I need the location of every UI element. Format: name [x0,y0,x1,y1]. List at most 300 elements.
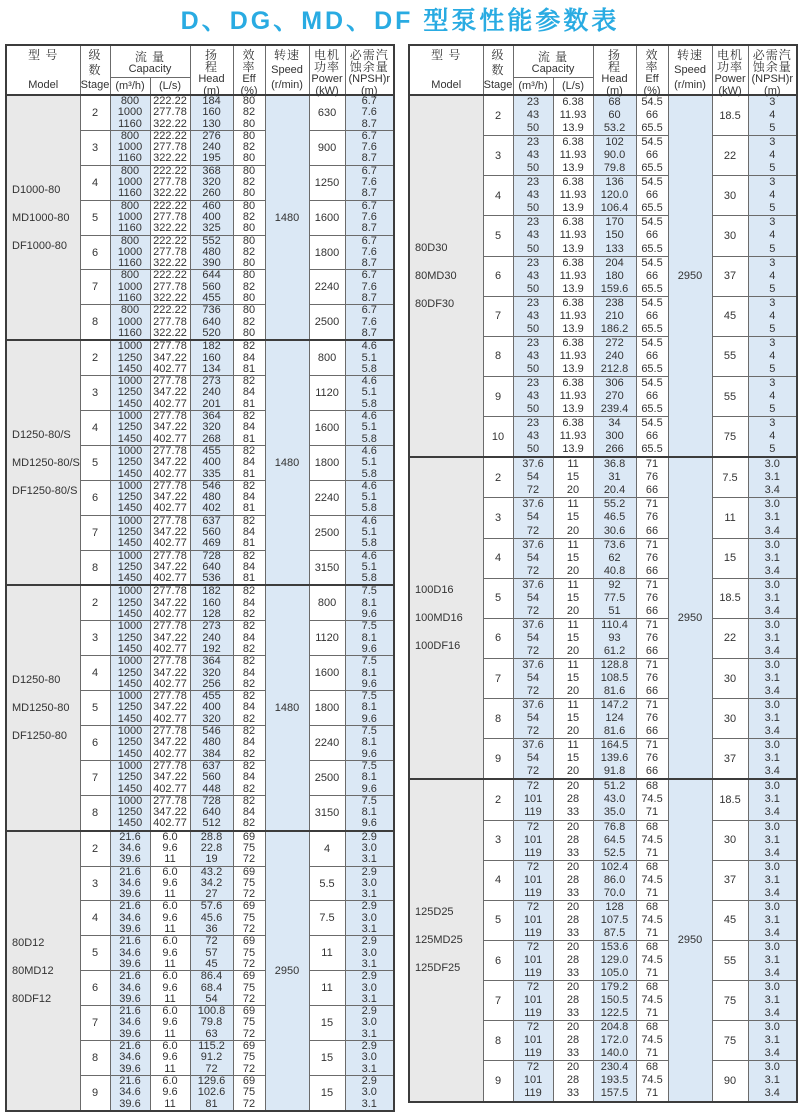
header-line: 级 [491,48,505,62]
eff-cell-value: 82 [242,375,256,388]
eff-cell-value: 80 [242,222,256,235]
npsh-cell-value: 4 [769,189,776,202]
capacity-ls-cell [553,1021,593,1061]
capacity-ls-cell-value: 11 [164,923,176,936]
col-header-eff [233,45,265,95]
capacity-m3h-cell [110,621,150,656]
capacity-ls-cell-value: 33 [566,806,580,819]
npsh-cell [748,860,797,900]
capacity-m3h-cell-value: 37.6 [522,538,544,551]
npsh-cell-value: 3 [769,336,776,349]
capacity-ls-cell-value: 277.78 [153,106,187,119]
power-cell: 7.5 [309,901,345,936]
model-name: 80MD30 [415,270,457,283]
eff-cell [233,130,265,165]
capacity-ls-cell-value: 347.22 [153,666,187,679]
capacity-ls-cell-value: 28 [566,994,580,1007]
eff-cell-value: 66 [645,349,659,362]
eff-cell [233,445,265,480]
capacity-ls-cell-value: 402.77 [153,608,187,621]
capacity-ls-cell-value: 28 [566,954,580,966]
header-line: Eff [645,73,659,85]
head-cell-value: 728 [202,794,221,807]
head-cell [593,578,636,618]
eff-cell-value: 65.5 [641,122,663,135]
capacity-m3h-cell-value: 37.6 [522,578,544,591]
capacity-ls-cell-value: 11 [164,957,176,970]
capacity-ls-cell-value: 20 [566,564,580,577]
eff-cell [233,411,265,446]
capacity-m3h-cell [513,216,553,256]
eff-cell-value: 82 [242,782,256,795]
power-cell: 18.5 [712,95,748,136]
capacity-ls-cell-value: 402.77 [153,817,187,830]
npsh-cell-value: 3 [769,136,776,149]
eff-cell [636,820,668,860]
capacity-m3h-cell-value: 43 [526,189,540,202]
capacity-m3h-cell-value: 21.6 [119,830,141,843]
eff-cell-value: 66 [645,564,659,577]
power-cell: 55 [712,376,748,416]
capacity-m3h-cell [513,618,553,658]
power-cell: 11 [309,971,345,1006]
npsh-cell-value: 3 [769,256,776,269]
capacity-m3h-cell-value: 119 [524,1007,542,1020]
npsh-cell [345,656,394,691]
power-cell: 1600 [309,200,345,235]
stage-cell: 6 [483,256,513,296]
npsh-cell [345,130,394,165]
head-cell-value: 134 [202,362,221,375]
head-cell-value: 139.6 [600,752,629,765]
capacity-ls-cell-value: 20 [566,981,580,994]
power-cell: 4 [309,831,345,866]
capacity-ls-cell-value: 28 [566,1074,580,1087]
npsh-cell-value: 2.9 [361,830,377,843]
eff-cell-value: 82 [242,620,256,633]
model-name: MD1250-80 [12,702,70,715]
npsh-cell-value: 3.1 [764,591,780,604]
head-cell-value: 86.4 [200,970,223,983]
capacity-ls-cell-value: 277.78 [153,410,187,423]
power-cell: 2240 [309,480,345,515]
head-cell-value: 455 [202,292,221,305]
npsh-cell-value: 2.9 [361,1040,377,1053]
eff-cell-value: 75 [242,946,256,959]
stage-cell: 8 [80,795,110,830]
capacity-m3h-cell-value: 119 [524,1047,542,1060]
npsh-cell-value: 2.9 [361,865,377,878]
head-cell-value: 106.4 [600,202,629,215]
capacity-ls-cell-value: 11.93 [559,309,587,322]
capacity-m3h-cell-value: 1000 [117,410,143,423]
capacity-m3h-cell-value: 1000 [117,690,143,703]
eff-cell-value: 80 [242,95,256,107]
model-name: DF1250-80 [12,730,68,743]
table-header [6,45,394,95]
npsh-cell-value: 3.1 [764,672,780,685]
capacity-m3h-cell-value: 72 [526,484,540,497]
stage-cell: 10 [483,417,513,458]
header-line: Head [601,73,628,85]
capacity-ls-cell-value: 222.22 [153,199,187,212]
head-cell [593,618,636,658]
head-cell-value: 320 [202,176,221,189]
head-cell [190,445,233,480]
capacity-m3h-cell-value: 72 [526,820,540,833]
model-block [409,95,797,457]
head-cell-value: 68 [608,96,621,108]
capacity-ls-cell [150,270,190,305]
capacity-m3h-cell [110,270,150,305]
capacity-m3h-cell-value: 50 [526,202,540,215]
model-block [409,779,797,1101]
capacity-ls-cell-value: 347.22 [153,421,187,434]
capacity-ls-cell [150,866,190,901]
stage-cell: 5 [80,936,110,971]
capacity-ls-cell-value: 9.6 [162,1086,178,1099]
capacity-m3h-cell-value: 21.6 [119,900,141,913]
eff-cell-value: 84 [242,456,256,469]
eff-cell-value: 82 [242,690,256,703]
capacity-ls-cell-value: 347.22 [153,806,187,819]
capacity-m3h-cell-value: 1000 [117,514,143,527]
header-lines [234,46,265,97]
eff-cell [233,691,265,726]
header-line: (m) [361,85,378,97]
eff-cell-value: 66 [645,229,659,242]
head-cell-value: 55.2 [603,498,626,511]
head-cell [190,270,233,305]
head-cell-value: 239.4 [600,403,629,416]
head-cell-value: 81 [205,1097,218,1110]
npsh-cell-value: 3 [769,96,776,108]
eff-cell-value: 71 [645,699,659,712]
head-cell [190,831,233,866]
capacity-ls-cell-value: 15 [566,631,580,644]
capacity-ls-cell [553,900,593,940]
col-header-model [6,45,80,95]
head-cell-value: 270 [605,390,624,403]
npsh-cell-value: 3.4 [764,846,780,859]
head-cell-value: 81.6 [603,685,626,698]
capacity-ls-cell-value: 15 [566,672,580,685]
npsh-cell-value: 3.1 [764,793,780,806]
head-cell [593,658,636,698]
head-cell-value: 272 [605,336,624,349]
eff-cell-value: 74.5 [641,793,663,806]
npsh-cell-value: 5.1 [361,525,377,538]
eff-cell-value: 66 [645,685,659,698]
eff-cell-value: 81 [242,467,256,480]
eff-cell-value: 84 [242,421,256,434]
head-cell-value: 28.8 [200,830,223,843]
power-cell: 45 [712,900,748,940]
head-cell [190,411,233,446]
eff-cell-value: 71 [645,926,659,939]
npsh-cell-value: 5 [769,162,776,175]
capacity-ls-cell-value: 277.78 [153,759,187,772]
header-lines [713,46,748,97]
npsh-cell-value: 4.6 [361,549,377,562]
npsh-cell-value: 8.1 [361,771,377,784]
eff-cell-value: 68 [645,820,659,833]
eff-cell-value: 71 [645,538,659,551]
capacity-m3h-cell-value: 54 [526,551,540,564]
capacity-ls-cell-value: 402.77 [153,432,187,445]
npsh-cell-value: 3.1 [764,913,780,926]
npsh-cell-value: 3.1 [764,471,780,484]
head-cell-value: 34 [608,417,621,430]
head-cell-value: 31 [608,471,621,484]
head-cell-value: 19 [205,853,218,866]
eff-cell-value: 84 [242,631,256,644]
eff-cell-value: 82 [242,479,256,492]
eff-cell-value: 76 [645,471,659,484]
capacity-m3h-cell [110,760,150,795]
npsh-cell-value: 7.5 [361,690,377,703]
capacity-ls-cell-value: 322.22 [153,257,187,270]
head-cell-value: 34.2 [200,876,223,889]
capacity-m3h-cell-value: 72 [526,860,540,873]
capacity-m3h-cell-value: 1160 [118,257,142,270]
capacity-ls-cell-value: 6.38 [562,176,584,189]
npsh-cell [748,981,797,1021]
header-line: Power [714,73,746,85]
capacity-m3h-cell [110,200,150,235]
npsh-cell-value: 2.9 [361,1074,377,1087]
head-cell [190,1006,233,1041]
capacity-ls-cell-value: 20 [566,940,580,953]
capacity-m3h-cell-value: 1250 [117,806,143,819]
npsh-cell-value: 3.0 [764,820,780,833]
npsh-cell [748,176,797,216]
npsh-cell-value: 5.8 [361,432,377,445]
npsh-cell-value: 5.1 [361,491,377,504]
capacity-m3h-cell [513,940,553,980]
model-cell [409,779,483,1101]
capacity-ls-cell [150,621,190,656]
capacity-m3h-cell-value: 72 [526,725,540,738]
eff-cell-value: 68 [645,860,659,873]
head-cell-value: 728 [202,549,221,562]
npsh-cell [748,1061,797,1102]
eff-cell [233,270,265,305]
power-cell: 11 [309,936,345,971]
eff-cell [233,515,265,550]
header-line: 蚀余量 [349,60,389,74]
capacity-m3h-cell-value: 1450 [117,677,143,690]
capacity-m3h-cell-value: 1160 [118,152,142,165]
npsh-cell-value: 3.1 [361,1027,377,1040]
head-cell [190,691,233,726]
capacity-ls-cell-value: 277.78 [153,655,187,668]
npsh-cell-value: 3.4 [764,685,780,698]
power-cell: 55 [712,336,748,376]
head-cell [593,376,636,416]
speed-cell: 2950 [668,457,712,779]
eff-cell-value: 68 [645,1021,659,1034]
npsh-cell-value: 5 [769,322,776,335]
head-cell-value: 164.5 [600,739,629,752]
npsh-cell-value: 3.0 [764,658,780,671]
capacity-m3h-cell-value: 37.6 [522,618,544,631]
capacity-ls-cell-value: 6.38 [562,96,584,108]
npsh-cell-value: 7.6 [361,106,377,119]
eff-cell-value: 82 [242,410,256,423]
eff-cell-value: 82 [242,141,256,154]
head-cell-value: 160 [202,106,221,119]
stage-cell: 5 [80,445,110,480]
head-cell [593,981,636,1021]
eff-cell-value: 80 [242,152,256,165]
npsh-cell [345,376,394,411]
npsh-cell-value: 3.0 [361,946,377,959]
npsh-cell-value: 3.1 [361,957,377,970]
header-line: 数 [88,63,102,77]
eff-cell-value: 76 [645,591,659,604]
npsh-cell-value: 7.6 [361,280,377,293]
eff-cell-value: 80 [242,129,256,142]
capacity-m3h-cell-value: 101 [523,1034,543,1047]
eff-cell-value: 66 [645,604,659,617]
header-line: (%) [643,85,661,97]
eff-cell-value: 81 [242,537,256,550]
head-cell [593,820,636,860]
stage-row [409,779,797,820]
capacity-ls-cell-value: 11 [567,699,579,712]
eff-cell-value: 82 [242,280,256,293]
npsh-cell-value: 3.0 [764,1061,780,1074]
head-cell [190,936,233,971]
capacity-ls-cell-value: 6.38 [562,296,584,309]
header-line: (r/min) [674,79,706,91]
head-cell-value: 256 [202,677,221,690]
capacity-ls-cell-value: 277.78 [153,549,187,562]
model-cell [6,340,80,585]
capacity-ls-cell [553,216,593,256]
header-line: Capacity [531,62,575,75]
stage-cell: 9 [483,376,513,416]
capacity-m3h-cell [110,480,150,515]
npsh-cell-value: 5.1 [361,386,377,399]
header-line: Speed [674,64,706,76]
head-cell-value: 91.8 [603,765,626,778]
header-line: 数 [491,63,505,77]
npsh-cell-value: 3.0 [361,911,377,924]
npsh-cell-value: 7.5 [361,655,377,668]
capacity-ls-cell-value: 9.6 [162,911,178,924]
stage-row [6,585,394,620]
capacity-m3h-cell-value: 54 [526,672,540,685]
head-cell [190,795,233,830]
header-lines [749,46,797,97]
header-line: 电机 [717,48,744,62]
eff-cell-value: 66 [645,430,659,443]
model-name: 80D30 [415,242,448,255]
capacity-m3h-cell-value: 37.6 [522,699,544,712]
npsh-cell-value: 9.6 [361,747,377,760]
npsh-cell-value: 3.0 [361,1016,377,1029]
npsh-cell-value: 9.6 [361,608,377,621]
head-cell-value: 159.6 [600,282,629,295]
capacity-m3h-cell-value: 1000 [117,280,143,293]
capacity-ls-cell-value: 9.6 [162,946,178,959]
npsh-cell [345,1006,394,1041]
model-name: 125MD25 [415,934,463,947]
head-cell-value: 68.4 [200,981,223,994]
col-header-speed [668,45,712,95]
capacity-m3h-cell [513,176,553,216]
capacity-ls-cell-value: 347.22 [153,386,187,399]
stage-cell: 5 [80,691,110,726]
capacity-m3h-cell-value: 39.6 [119,1062,141,1075]
capacity-m3h-cell [513,900,553,940]
capacity-m3h-cell-value: 34.6 [119,911,141,924]
capacity-ls-cell-value: 9.6 [162,1016,178,1029]
eff-cell-value: 81 [242,432,256,445]
stage-cell: 4 [483,538,513,578]
head-cell-value: 20.4 [603,484,626,497]
capacity-ls-cell-value: 20 [566,765,580,778]
capacity-m3h-cell-value: 119 [524,886,542,899]
head-cell-value: 160 [202,596,221,609]
eff-cell-value: 66 [645,189,659,202]
eff-cell [636,981,668,1021]
npsh-cell [345,691,394,726]
capacity-m3h-cell [513,860,553,900]
stage-cell: 8 [483,699,513,739]
capacity-m3h-cell-value: 1450 [117,712,143,725]
head-cell-value: 76.8 [603,820,626,833]
capacity-ls-cell-value: 33 [566,1087,580,1100]
header-lines [514,49,593,75]
capacity-ls-cell [553,820,593,860]
header-lines [81,46,110,94]
eff-cell-value: 82 [242,245,256,258]
capacity-m3h-cell-value: 1250 [117,351,143,364]
capacity-ls-cell-value: 11 [164,1097,176,1110]
capacity-m3h-cell [110,376,150,411]
npsh-cell [345,760,394,795]
capacity-ls-cell-value: 11 [164,1062,176,1075]
col-header-model [409,45,483,95]
npsh-cell [748,779,797,820]
capacity-ls-cell-value: 20 [566,820,580,833]
capacity-ls-cell [553,578,593,618]
npsh-cell [748,658,797,698]
eff-cell [636,457,668,498]
capacity-m3h-cell-value: 72 [526,981,540,994]
eff-cell-value: 65.5 [641,242,663,255]
head-cell-value: 30.6 [603,524,626,537]
capacity-m3h-cell-value: 1000 [117,210,143,223]
capacity-ls-cell [150,795,190,830]
header-line: 必需汽 [752,48,792,62]
head-cell [190,200,233,235]
power-cell: 1120 [309,621,345,656]
capacity-m3h-cell [110,95,150,130]
head-cell-value: 240 [202,631,221,644]
capacity-ls-cell-value: 402.77 [153,712,187,725]
capacity-ls-cell-value: 33 [566,886,580,899]
npsh-cell-value: 8.7 [361,187,377,200]
capacity-m3h-cell [513,779,553,820]
eff-cell-value: 66 [645,765,659,778]
capacity-ls-cell-value: 11.93 [559,430,587,443]
eff-cell [233,1006,265,1041]
power-cell: 30 [712,699,748,739]
